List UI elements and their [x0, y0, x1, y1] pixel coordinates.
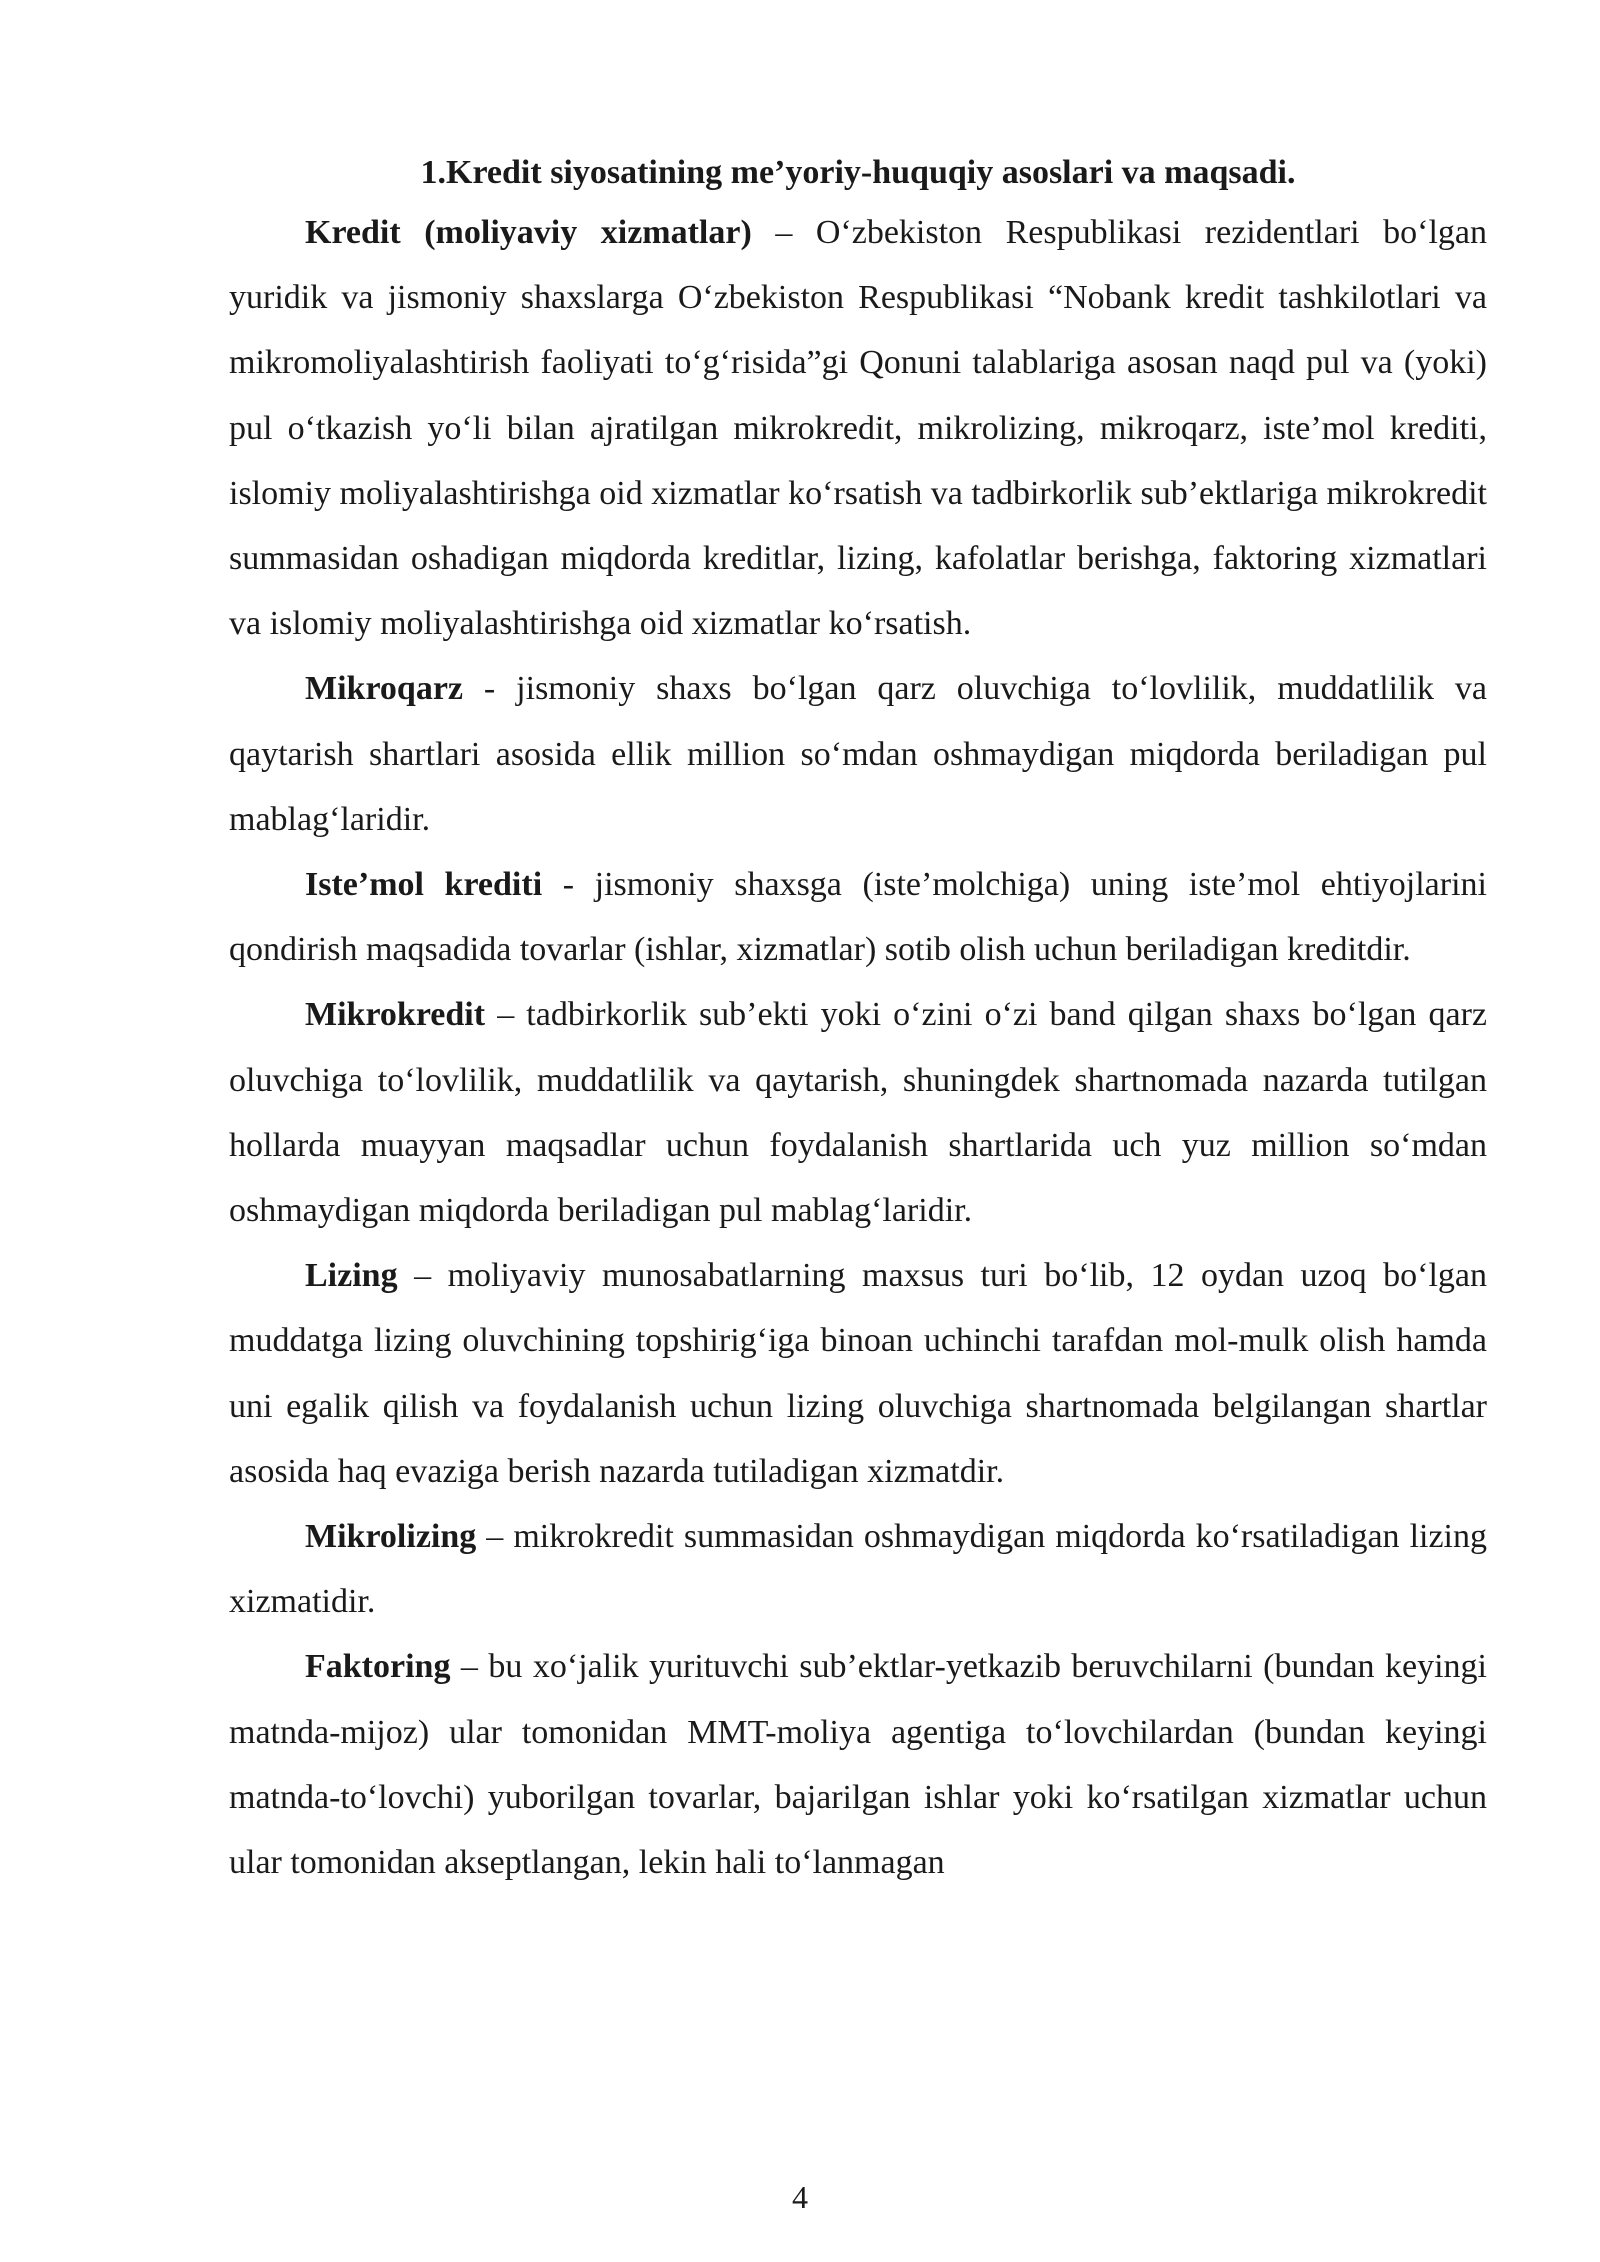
definition-lizing [229, 1243, 1487, 1504]
document-page [229, 150, 1487, 1895]
term-label: Iste’mol krediti [305, 866, 543, 904]
term-label: Faktoring [305, 1648, 451, 1686]
section-heading: 1.Kredit siyosatining me’yoriy-huquqiy asoslari va maqsadi. [420, 154, 1296, 191]
definition-faktoring [229, 1634, 1487, 1895]
definition-text: – mikrokredit summasidan oshmaydigan miqdorda ko‘rsatiladigan lizing xizmatidir. [229, 1518, 1487, 1621]
page-number: 4 [792, 2179, 808, 2215]
term-label: Lizing [305, 1257, 398, 1295]
definition-istemol-krediti [229, 852, 1487, 982]
definition-text: – bu xo‘jalik yurituvchi sub’ektlar-yetkazib beruvchilarni (bundan keyingi matnda-mijoz) ular tomonidan MMT-moliya agentiga to‘lovchilardan (bundan keyingi matnda-to‘lovchi) yuborilgan tovarlar, bajarilgan ishlar yoki ko‘rsatilgan xizmatlar uchun ular tomonidan akseptlangan, lekin hali to‘lanmagan [229, 1648, 1487, 1882]
definition-text: - jismoniy shaxsga (iste’molchiga) uning iste’mol ehtiyojlarini qondirish maqsadida tovarlar (ishlar, xizmatlar) sotib olish uchun beriladigan kreditdir. [229, 866, 1487, 969]
term-label: Mikrokredit [305, 996, 486, 1034]
definition-kredit [229, 200, 1487, 656]
definition-mikrokredit [229, 982, 1487, 1243]
definition-text: – O‘zbekiston Respublikasi rezidentlari bo‘lgan yuridik va jismoniy shaxslarga O‘zbekiston Respublikasi “Nobank kredit tashkilotlari va mikromoliyalashtirish faoliyati to‘g‘risida”gi Qonuni talablariga asosan naqd pul va (yoki) pul o‘tkazish yo‘li bilan ajratilgan mikrokredit, mikrolizing, mikroqarz, iste’mol krediti, islomiy moliyalashtirishga oid xizmatlar ko‘rsatish va tadbirkorlik sub’ektlariga mikrokredit summasidan oshadigan miqdorda kreditlar, lizing, kafolatlar berishga, faktoring xizmatlari va islomiy moliyalashtirishga oid xizmatlar ko‘rsatish. [229, 214, 1487, 643]
definition-text: – moliyaviy munosabatlarning maxsus turi bo‘lib, 12 oydan uzoq bo‘lgan muddatga lizing oluvchining topshirig‘iga binoan uchinchi tarafdan mol-mulk olish hamda uni egalik qilish va foydalanish uchun lizing oluvchiga shartnomada belgilangan shartlar asosida haq evaziga berish nazarda tutiladigan xizmatdir. [229, 1257, 1487, 1490]
definition-mikroqarz [229, 656, 1487, 852]
term-label: Mikroqarz [305, 670, 464, 708]
definition-text: - jismoniy shaxs bo‘lgan qarz oluvchiga to‘lovlilik, muddatlilik va qaytarish shartlari asosida ellik million so‘mdan oshmaydigan miqdorda beriladigan pul mablag‘laridir. [229, 670, 1487, 838]
term-label: Kredit (moliyaviy xizmatlar) [305, 214, 752, 251]
definition-text: – tadbirkorlik sub’ekti yoki o‘zini o‘zi band qilgan shaxs bo‘lgan qarz oluvchiga to‘lovlilik, muddatlilik va qaytarish, shuningdek shartnomada nazarda tutilgan hollarda muayyan maqsadlar uchun foydalanish shartlarida uch yuz million so‘mdan oshmaydigan miqdorda beriladigan pul mablag‘laridir. [229, 996, 1487, 1230]
definition-mikrolizing [229, 1504, 1487, 1634]
term-label: Mikrolizing [305, 1518, 477, 1556]
